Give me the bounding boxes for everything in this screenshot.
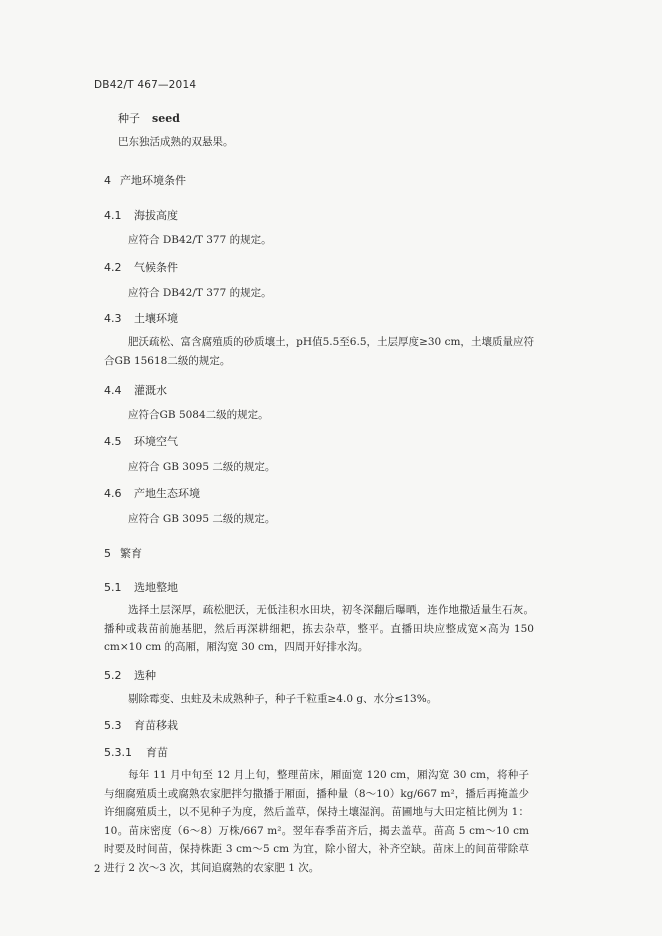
section-4-3-text: 肥沃疏松、富含腐殖质的砂质壤土，pH值5.5至6.5，土层厚度≥30 cm，土壤质量应符合GB 15618二级的规定。 [104, 336, 534, 367]
section-number: 5.3 [104, 719, 122, 732]
term-english: seed [152, 112, 180, 125]
section-title: 育苗 [146, 746, 168, 759]
section-number: 5.3.1 [104, 746, 132, 759]
section-title: 气候条件 [134, 261, 178, 274]
section-title: 环境空气 [134, 435, 178, 448]
section-5-2-text: 剔除霉变、虫蛀及未成熟种子，种子千粒重≥4.0 g、水分≤13%。 [128, 693, 438, 705]
section-4-1-heading [104, 207, 178, 223]
section-number: 4.6 [104, 487, 122, 500]
section-number: 4.4 [104, 384, 122, 397]
section-title: 育苗移栽 [134, 719, 178, 732]
section-4-2-text: 应符合 DB42/T 377 的规定。 [128, 287, 272, 299]
term-definition: 巴东独活成熟的双悬果。 [118, 136, 234, 148]
section-title: 选地整地 [134, 581, 178, 594]
section-4-6-heading [104, 485, 200, 501]
section-number: 4.3 [104, 312, 122, 325]
section-4-heading [104, 172, 186, 188]
section-number: 4.5 [104, 435, 122, 448]
page-number: 2 [94, 864, 101, 875]
section-number: 5.1 [104, 581, 122, 594]
section-5-1-heading [104, 579, 178, 595]
section-title: 海拔高度 [134, 209, 178, 222]
section-number: 5 [104, 547, 111, 560]
section-title: 繁育 [120, 547, 142, 560]
section-number: 4 [104, 174, 111, 187]
section-title: 产地生态环境 [134, 487, 200, 500]
section-5-1-text: 选择土层深厚，疏松肥沃，无低洼积水田块，初冬深翻后曝晒，连作地撒适量生石灰。播种或栽苗前施基肥，然后再深耕细耙，拣去杂草，整平。直播田块应整成宽×高为 150 cm×10 cm 的高厢，厢沟宽 30 cm，四周开好排水沟。 [104, 604, 534, 653]
term-chinese: 种子 [118, 112, 140, 125]
section-number: 4.1 [104, 209, 122, 222]
term-entry [118, 110, 180, 126]
section-title: 产地环境条件 [120, 174, 186, 187]
section-5-3-heading [104, 717, 178, 733]
section-title: 土壤环境 [134, 312, 178, 325]
section-title: 选种 [134, 669, 156, 682]
section-number: 4.2 [104, 261, 122, 274]
section-number: 5.2 [104, 669, 122, 682]
section-4-3-heading [104, 310, 178, 326]
section-5-3-1-text: 每年 11 月中旬至 12 月上旬，整理苗床，厢面宽 120 cm，厢沟宽 30 cm，将种子与细腐殖质土或腐熟农家肥拌匀撒播于厢面，播种量（8～10）kg/667 m²，播后再掩盖少许细腐殖质土，以不见种子为度，然后盖草，保持土壤湿润。苗圃地与大田定植比例为 1：10。苗床密度（6～8）万株/667 m²。翌年春季苗齐后，揭去盖草。苗高 5 cm～10 cm 时要及时间苗，保持株距 3 cm～5 cm 为宜，除小留大，补齐空缺。苗床上的间苗带除草进行 2 次～3 次，其间追腐熟的农家肥 1 次。 [104, 769, 529, 874]
document-id-header: DB42/T 467—2014 [94, 79, 197, 91]
section-5-3-1-heading [104, 744, 168, 760]
section-5-heading [104, 545, 142, 561]
section-4-5-heading [104, 433, 178, 449]
section-4-2-heading [104, 259, 178, 275]
section-title: 灌溉水 [134, 384, 167, 397]
section-4-6-text: 应符合 GB 3095 二级的规定。 [128, 513, 276, 525]
section-4-5-text: 应符合 GB 3095 二级的规定。 [128, 461, 276, 473]
section-5-2-heading [104, 667, 156, 683]
section-4-1-text: 应符合 DB42/T 377 的规定。 [128, 234, 272, 246]
section-4-4-heading [104, 382, 167, 398]
section-4-4-text: 应符合GB 5084二级的规定。 [128, 409, 269, 421]
